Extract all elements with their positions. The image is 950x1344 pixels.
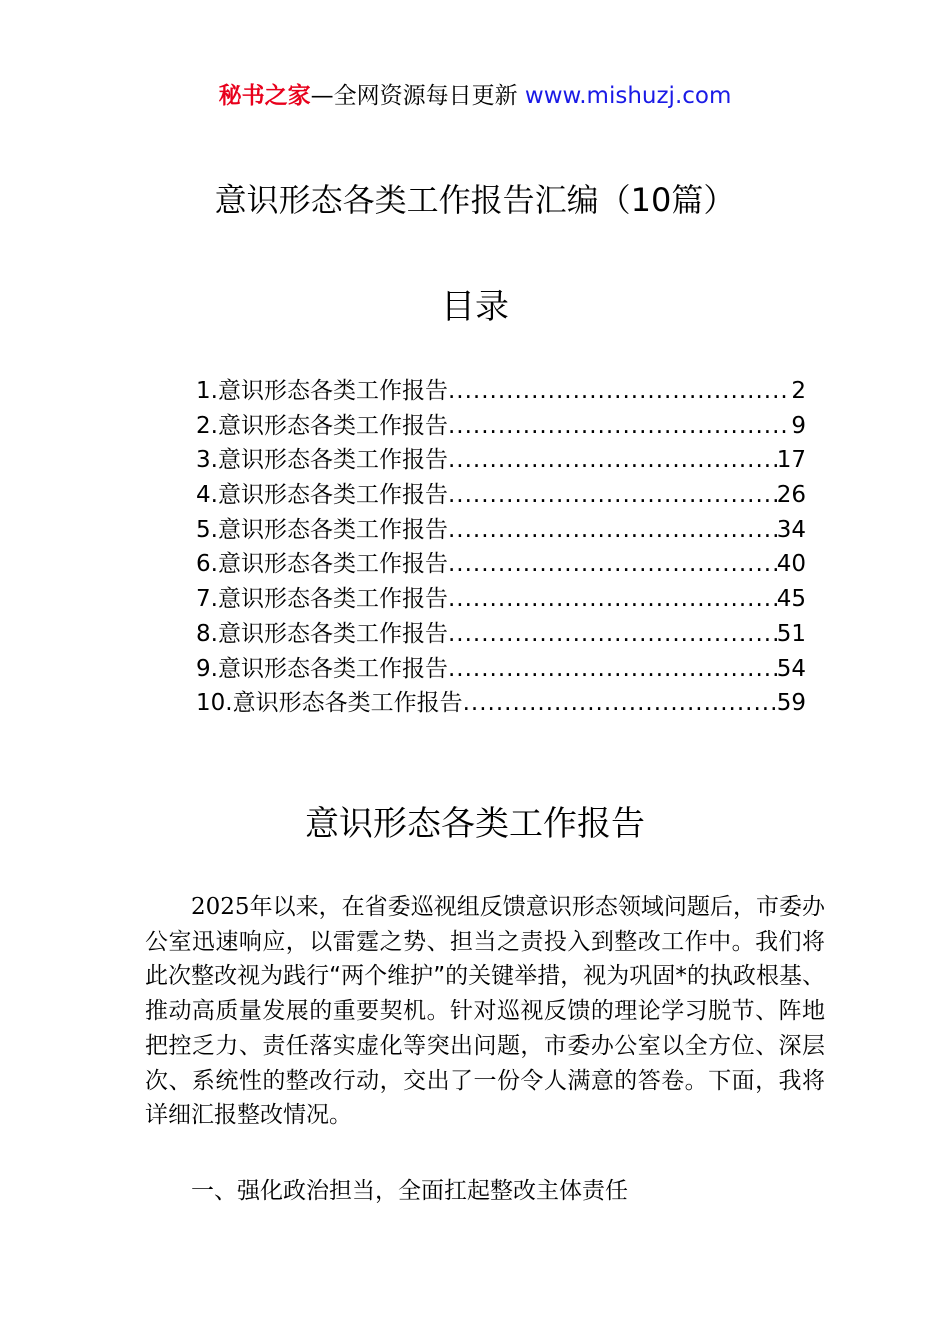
toc-entry[interactable] bbox=[196, 617, 806, 652]
toc-entry[interactable] bbox=[196, 582, 806, 617]
body-paragraph bbox=[145, 890, 825, 1133]
toc-dot-leader bbox=[448, 582, 777, 617]
toc-entry-label: 4.意识形态各类工作报告 bbox=[196, 482, 448, 509]
site-banner bbox=[0, 80, 950, 112]
toc-entry[interactable] bbox=[196, 513, 806, 548]
toc-entry-label: 10.意识形态各类工作报告 bbox=[196, 690, 463, 717]
toc-dot-leader bbox=[448, 443, 777, 478]
toc-dot-leader bbox=[448, 617, 777, 652]
toc-entry-page: 17 bbox=[776, 447, 806, 474]
document-title: 意识形态各类工作报告汇编（10篇） bbox=[214, 181, 736, 219]
toc-entry-page: 51 bbox=[776, 620, 806, 647]
toc-dot-leader bbox=[448, 409, 791, 444]
toc-heading: 目录 bbox=[441, 287, 509, 327]
toc-entry[interactable] bbox=[196, 478, 806, 513]
toc-dot-leader bbox=[448, 374, 791, 409]
toc-entry-page: 9 bbox=[791, 412, 806, 439]
toc-dot-leader bbox=[448, 478, 777, 513]
toc-entry[interactable] bbox=[196, 547, 806, 582]
table-of-contents bbox=[196, 374, 806, 721]
toc-entry-page: 45 bbox=[776, 586, 806, 613]
section-subheading: 一、强化政治担当，全面扛起整改主体责任 bbox=[191, 1178, 628, 1204]
toc-entry-page: 34 bbox=[776, 516, 806, 543]
toc-entry-label: 6.意识形态各类工作报告 bbox=[196, 551, 448, 578]
toc-entry-label: 3.意识形态各类工作报告 bbox=[196, 447, 448, 474]
site-brand-name: 秘书之家 bbox=[218, 83, 311, 109]
site-tagline: —全网资源每日更新 bbox=[310, 83, 518, 109]
toc-entry-label: 1.意识形态各类工作报告 bbox=[196, 378, 448, 404]
toc-entry-label: 5.意识形态各类工作报告 bbox=[196, 516, 448, 543]
toc-entry-label: 7.意识形态各类工作报告 bbox=[196, 586, 448, 613]
toc-entry[interactable] bbox=[196, 374, 806, 409]
toc-dot-leader bbox=[448, 652, 777, 687]
toc-dot-leader bbox=[463, 686, 777, 721]
toc-dot-leader bbox=[448, 513, 777, 548]
toc-entry-page: 2 bbox=[791, 378, 806, 404]
toc-entry-label: 2.意识形态各类工作报告 bbox=[196, 412, 448, 439]
toc-entry-page: 54 bbox=[776, 655, 806, 682]
toc-dot-leader bbox=[448, 547, 777, 582]
toc-entry-page: 40 bbox=[776, 551, 806, 578]
toc-entry-page: 59 bbox=[776, 690, 806, 717]
paragraph-text: 年以来，在省委巡视组反馈意识形态领域问题后，市委办公室迅速响应，以雷霆之势、担当之责投入到整改工作中。我们将此次整改视为践行“两个维护”的关键举措，视为巩固*的执政根基、推动高质量发展的重要契机。针对巡视反馈的理论学习脱节、阵地把控乏力、责任落实虚化等突出问题，市委办公室以全方位、深层次、系统性的整改行动，交出了一份令人满意的答卷。下面，我将详细汇报整改情况。 bbox=[145, 894, 825, 1129]
paragraph-year: 2025 bbox=[191, 894, 250, 920]
toc-entry[interactable] bbox=[196, 652, 806, 687]
toc-entry[interactable] bbox=[196, 686, 806, 721]
section-title: 意识形态各类工作报告 bbox=[305, 804, 645, 844]
toc-entry-label: 8.意识形态各类工作报告 bbox=[196, 620, 448, 647]
toc-entry-label: 9.意识形态各类工作报告 bbox=[196, 655, 448, 682]
toc-entry[interactable] bbox=[196, 409, 806, 444]
toc-entry-page: 26 bbox=[776, 482, 806, 509]
site-url-link[interactable]: www.mishuzj.com bbox=[524, 83, 732, 109]
toc-entry[interactable] bbox=[196, 443, 806, 478]
